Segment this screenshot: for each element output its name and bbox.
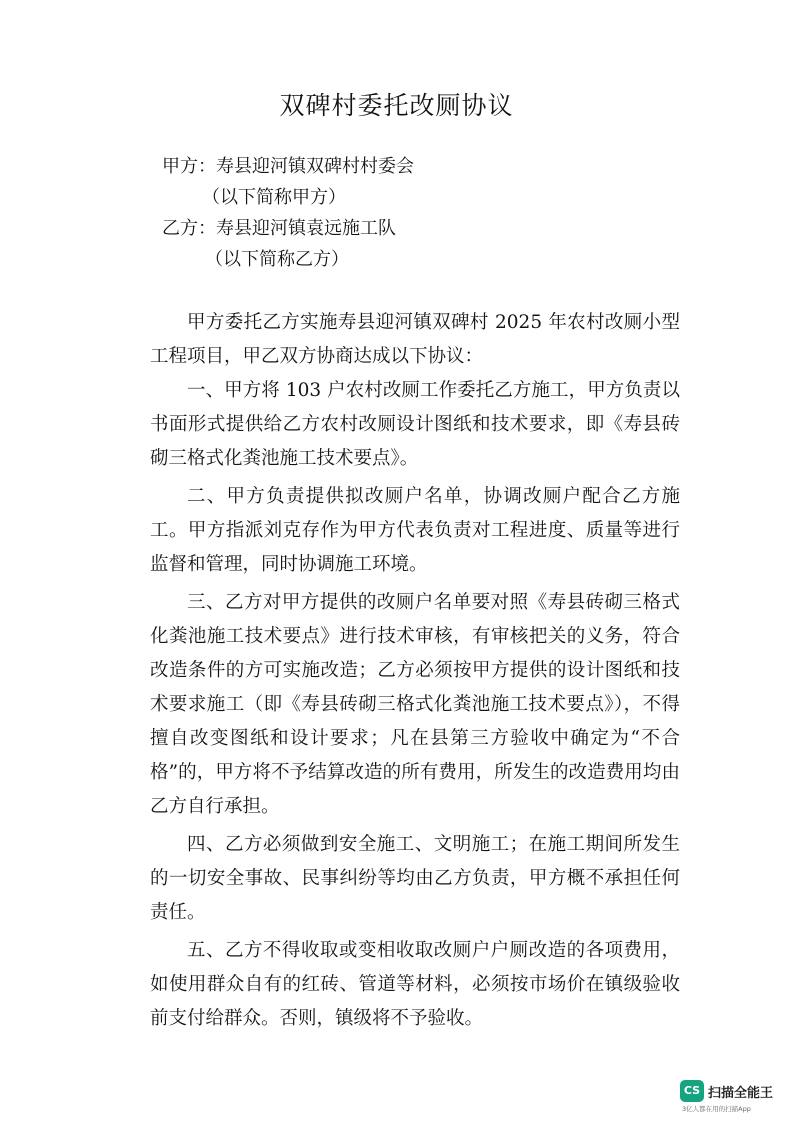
party-b-abbr: （以下简称乙方） (205, 249, 349, 270)
agreement-body (150, 306, 680, 1036)
party-a-abbr: （以下简称甲方） (202, 187, 346, 208)
clause-2: 二、甲方负责提供拟改厕户名单，协调改厕户配合乙方施工。甲方指派刘克存作为甲方代表负责对工程进度、质量等进行监督和管理，同时协调施工环境。 (150, 486, 680, 575)
watermark-app-name: 扫描全能王 (708, 1086, 774, 1101)
party-a-line: 甲方：寿县迎河镇双碑村村委会 (162, 156, 414, 177)
camscanner-logo-icon: CS (680, 1080, 704, 1102)
clause-4: 四、乙方必须做到安全施工、文明施工；在施工期间所发生的一切安全事故、民事纠纷等均由乙方负责，甲方概不承担任何责任。 (150, 834, 680, 923)
clause-1: 一、甲方将 103 户农村改厕工作委托乙方施工，甲方负责以书面形式提供给乙方农村改厕设计图纸和技术要求，即《寿县砖砌三格式化粪池施工技术要点》。 (150, 380, 680, 469)
scanner-watermark (680, 1080, 785, 1112)
party-b-line: 乙方：寿县迎河镇袁远施工队 (162, 218, 396, 239)
document-title: 双碑村委托改厕协议 (279, 91, 514, 120)
clause-3: 三、乙方对甲方提供的改厕户名单要对照《寿县砖砌三格式化粪池施工技术要点》进行技术审核，有审核把关的义务，符合改造条件的方可实施改造；乙方必须按甲方提供的设计图纸和技术要求施工（即《寿县砖砌三格式化粪池施工技术要点》），不得擅自改变图纸和设计要求；凡在县第三方验收中确定为“不合格”的，甲方将不予结算改造的所有费用，所发生的改造费用均由乙方自行承担。 (150, 592, 680, 817)
intro-paragraph: 甲方委托乙方实施寿县迎河镇双碑村 2025 年农村改厕小型工程项目，甲乙双方协商达成以下协议： (150, 312, 680, 367)
watermark-tagline: 3亿人都在用的扫描App (682, 1105, 751, 1113)
clause-5: 五、乙方不得收取或变相收取改厕户户厕改造的各项费用，如使用群众自有的红砖、管道等材料，必须按市场价在镇级验收前支付给群众。否则，镇级将不予验收。 (150, 940, 680, 1029)
